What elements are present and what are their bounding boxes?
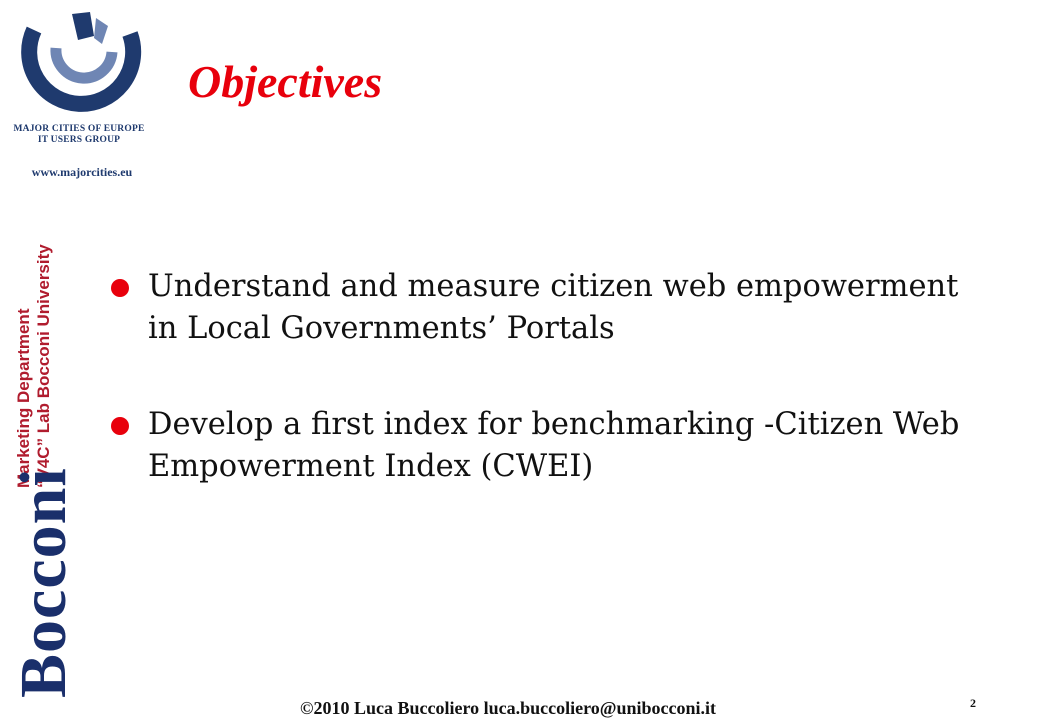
bullet-dot-icon bbox=[111, 279, 129, 297]
logo-caption-line-1: MAJOR CITIES OF EUROPE bbox=[13, 124, 145, 134]
slide-title: Objectives bbox=[188, 56, 383, 107]
list-item bbox=[108, 404, 988, 488]
major-cities-logo bbox=[12, 8, 152, 123]
logo-inner-arc bbox=[56, 48, 112, 78]
department-line-1: Marketing Department bbox=[14, 308, 33, 488]
list-item bbox=[108, 266, 988, 350]
logo-caption bbox=[4, 124, 154, 146]
copyright-footer: ©2010 Luca Buccoliero luca.buccoliero@unibocconi.it bbox=[300, 698, 717, 718]
bullet-text: Understand and measure citizen web empowerment in Local Governments’ Portals bbox=[148, 269, 959, 346]
logo-top-mark bbox=[72, 12, 94, 40]
bullet-text: Develop a first index for benchmarking -Citizen Web Empowerment Index (CWEI) bbox=[148, 407, 960, 484]
website-url[interactable]: www.majorcities.eu bbox=[31, 165, 133, 179]
logo-top-mark-2 bbox=[94, 18, 108, 44]
page-number: 2 bbox=[970, 696, 976, 710]
objectives-list bbox=[108, 266, 988, 542]
logo-outer-arc bbox=[29, 30, 133, 104]
logo-caption-line-2: IT USERS GROUP bbox=[37, 135, 121, 145]
bocconi-wordmark: Bocconi bbox=[7, 467, 80, 698]
department-line-2: “V4C” Lab Bocconi University bbox=[34, 244, 53, 488]
department-label bbox=[14, 198, 54, 488]
bullet-dot-icon bbox=[111, 417, 129, 435]
